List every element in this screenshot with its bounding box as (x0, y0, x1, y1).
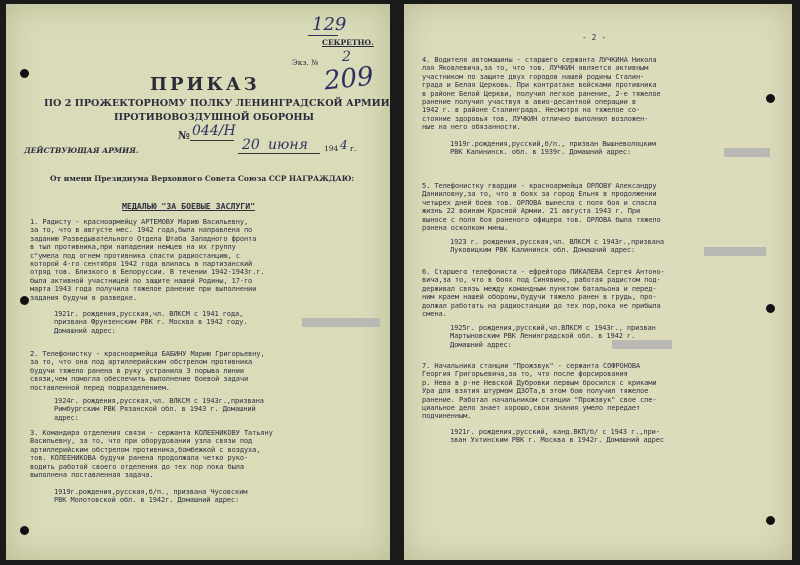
award-entry-5: 5. Телефонистку гвардии - красноармейца ОРЛОВУ Александру Данииловну,за то, что в боях за город Ельня в продолжении четырех дней боев тов. ОРЛОВА вынесла с поля боя и спасла жизнь 22 воинам Красной Армии. 21 августа 1943 г. При выносе с поля боя раненого офицера тов. ОРЛОВА была тяжело ранена осколком мины. (422, 182, 661, 233)
award-entry-6: 6. Старшего телефониста - ефрейтора ПИКАЛЕВА Сергея Антоно- вича,за то, что в боях под Синявино, работая радистом под- держивал связь между командным пунктом батальона и перед- ним краем нашей обороны,будучи тяжело ранен в грудь, про- должал работать на радиостанции до тех пор,пока не прибыла смена. (422, 268, 665, 319)
award-entry-5-bio: 1923 г. рождения,русская,чл. ВЛКСМ с 1943г.,призвана Луковицким РВК Калининск обл. Домашний адрес: (450, 238, 664, 255)
award-entry-3: 3. Командира отделения связи - сержанта КОЛЕЕНИКОВУ Татьяну Васильевну, за то, что при оборудовании узла связи под артиллерийским обстрелом противника,бомбежкой с воздуха, тов. КОЛЕЕНИКОВА будучи ранена продолжала четко руко- водить работой своего отделения до тех пор пока была выполнена поставленная задача. (30, 429, 273, 480)
award-entry-3-bio: 1919г.рождения,русская,б/п., призвана Чусовским РВК Молотовской обл. в 1942г. Домашний адрес: (54, 488, 248, 505)
redacted-address (612, 340, 672, 349)
award-entry-4: 4. Водителя автомашины - старшего сержанта ЛУЧКИНА Никола лая Яковлевича,за то, что тов. ЛУЧКИН является активным участником по защите двух городов нашей родины Сталин- града и Белая Церковь. При контратаке войсками противника в районе Белой Церкви, получил легкое ранение, 2-е тяжелое ранение получил участвуя в авио-десантной операции в 1942 г. в районе Сталинграда. Несмотря на тяжелое со- стояние здоровья тов. ЛУЧКИН отлично выполнил возложен- ные на него обязанности. (422, 56, 661, 132)
document-title: ПРИКАЗ (150, 74, 260, 95)
handwritten-underline (308, 35, 338, 36)
punch-hole (20, 69, 29, 78)
handwritten-page-number: 129 (312, 14, 347, 35)
secret-mark: СЕКРЕТНО. (322, 38, 374, 47)
document-subtitle-line2: ПРОТИВОВОЗДУШНОЙ ОБОРОНЫ (114, 112, 315, 123)
order-date-day: 20 (242, 137, 260, 153)
award-entry-6-bio: 1925г. рождения,русский,чл.ВЛКСМ с 1943г., призван Мартыновским РВК Ленинградской обл. в 1942 г. Домашний адрес: (450, 324, 656, 349)
copy-label: Экз. № (292, 58, 319, 67)
punch-hole (766, 304, 775, 313)
page-number: - 2 - (582, 33, 607, 42)
copy-number: 2 (342, 49, 351, 65)
army-label: ДЕЙСТВУЮЩАЯ АРМИЯ. (24, 146, 139, 155)
order-number-underline (190, 140, 234, 141)
order-date-year-prefix: 194 (324, 144, 339, 153)
award-entry-4-bio: 1919г.рождения,русский,б/п., призван Вышневолоцким РВК Калининск. обл. в 1939г. Домашний адрес: (450, 140, 656, 157)
punch-hole (20, 296, 29, 305)
preamble: От имени Президиума Верховного Совета Союза ССР НАГРАЖДАЮ: (50, 174, 355, 183)
medal-heading: МЕДАЛЬЮ "ЗА БОЕВЫЕ ЗАСЛУГИ" (122, 201, 256, 211)
award-entry-2-bio: 1924г. рождения,русская,чл. ВЛКСМ с 1943г.,призвана Римбургским РВК Рязанской обл. в 1943 г. Домашний адрес: (54, 397, 264, 422)
award-entry-2: 2. Телефонистку - красноармейца БАБИНУ Марию Григорьевну, за то, что она под артиллерийским обстрелом противника будучи тяжело ранена в руку устранила 3 порыва линии связи,чем помогла обеспечить выполнение боевой задачи поставленной перед подразделением. (30, 350, 265, 392)
redacted-address (704, 247, 766, 256)
award-entry-7-bio: 1921г. рождения,русский, канд.ВКП/б/ с 1943 г.,при- зван Ухтинским РВК г. Москва в 1942г. Домашний адрес (450, 428, 664, 445)
order-date-month: июня (268, 137, 308, 153)
redacted-address (724, 148, 770, 157)
order-date-year-suffix: 4 (340, 138, 348, 152)
document-subtitle-line1: ПО 2 ПРОЖЕКТОРНОМУ ПОЛКУ ЛЕНИНГРАДСКОЙ АРМИИ (44, 98, 390, 109)
punch-hole (20, 526, 29, 535)
punch-hole (766, 516, 775, 525)
document-page-left (6, 4, 390, 560)
punch-hole (766, 94, 775, 103)
handwritten-archive-number: 209 (322, 61, 376, 97)
order-number: 044/Н (192, 123, 236, 139)
redacted-address (302, 318, 380, 327)
order-date-suffix: г. (350, 144, 357, 153)
award-entry-1: 1. Радисту - красноармейцу АРТЕМОВУ Марию Васильевну, за то, что в августе мес. 1942 года,была направлена по заданию Разведывательного Отдела Штаба Западного фронта в тыл противника,при нападении немцев на их группу с"умела под огнем противника спасти радиостанцию, с которой 4-го сентября 1942 года влилась в партизанский отряд тов. Близкого в Белоруссии. В течении 1942-1943г.г. была активной участницей по защите нашей Родины, 17-го марта 1943 года получила тяжелое ранение при выполнении задания будучи в разведке. (30, 218, 265, 302)
date-underline (238, 153, 320, 154)
award-entry-1-bio: 1921г. рождения,русская,чл. ВЛКСМ с 1941 года, призвана Фрунзенским РВК г. Москва в 1942 году. Домашний адрес: (54, 310, 248, 335)
award-entry-7: 7. Начальника станции "Прожзвук" - сержанта СОФРОНОВА Георгия Григорьевича,за то, что после форсирования р. Нева в р-не Невской Дубровки первым бросился с криками Ура для взятия штурмом ДЗОТа,в этом бою получил тяжелое ранение. Работал начальником станции "Прожзвук" свое спе- циальное дело знает хорошо,свои знания умело передает подчиненным. (422, 362, 657, 421)
document-page-right (404, 4, 792, 560)
order-number-label: № (178, 129, 190, 142)
